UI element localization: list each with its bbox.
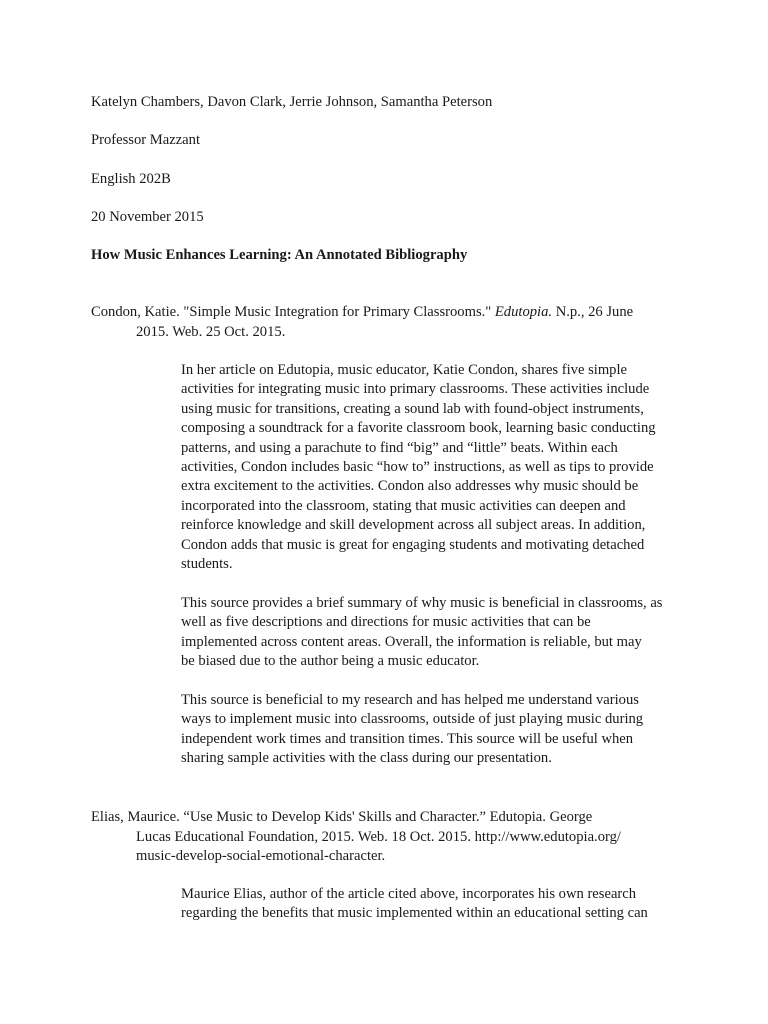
annotation-line: extra excitement to the activities. Condon also addresses why music should be bbox=[181, 478, 639, 495]
annotation-line: activities, Condon includes basic “how to” instructions, as well as tips to provide bbox=[181, 459, 654, 476]
citation-text: N.p., 26 June bbox=[552, 304, 634, 320]
citation-line: 2015. Web. 25 Oct. 2015. bbox=[136, 323, 286, 340]
annotation-line: well as five descriptions and directions for music activities that can be bbox=[181, 614, 591, 631]
annotation-paragraph bbox=[181, 691, 691, 769]
annotation-line: using music for transitions, creating a sound lab with found-object instruments, bbox=[181, 400, 644, 417]
annotation-line: ways to implement music into classrooms, outside of just playing music during bbox=[181, 711, 644, 728]
date: 20 November 2015 bbox=[91, 209, 204, 225]
professor-name: Professor Mazzant bbox=[91, 132, 201, 148]
annotation-line: composing a soundtrack for a favorite classroom book, learning basic conducting bbox=[181, 420, 656, 437]
annotation-line: reinforce knowledge and skill development across all subject areas. In addition, bbox=[181, 517, 646, 534]
annotation-line: Maurice Elias, author of the article cited above, incorporates his own research bbox=[181, 886, 637, 902]
citation-line bbox=[91, 303, 691, 323]
annotation-line: be biased due to the author being a music educator. bbox=[181, 653, 480, 670]
author-names: Katelyn Chambers, Davon Clark, Jerrie Johnson, Samantha Peterson bbox=[91, 94, 493, 110]
document-title: How Music Enhances Learning: An Annotated Bibliography bbox=[91, 247, 468, 263]
annotation-line: This source provides a brief summary of why music is beneficial in classrooms, as bbox=[181, 595, 663, 611]
course-name: English 202B bbox=[91, 171, 171, 187]
citation-line: Elias, Maurice. “Use Music to Develop Kids' Skills and Character.” Edutopia. George bbox=[91, 809, 593, 825]
citation-condon bbox=[91, 303, 691, 342]
annotation-paragraph bbox=[181, 361, 691, 574]
annotation-paragraph bbox=[181, 885, 691, 924]
citation-line: Lucas Educational Foundation, 2015. Web. 18 Oct. 2015. http://www.edutopia.org/ bbox=[136, 828, 621, 845]
annotation-line: This source is beneficial to my research and has helped me understand various bbox=[181, 692, 639, 708]
annotation-line: regarding the benefits that music implemented within an educational setting can bbox=[181, 905, 648, 922]
annotation-line: incorporated into the classroom, stating that music activities can deepen and bbox=[181, 497, 626, 514]
citation-text: Condon, Katie. "Simple Music Integration for Primary Classrooms." bbox=[91, 304, 495, 320]
annotation-line: patterns, and using a parachute to find “big” and “little” beats. Within each bbox=[181, 439, 618, 456]
annotation-line: In her article on Edutopia, music educator, Katie Condon, shares five simple bbox=[181, 362, 628, 378]
annotation-line: activities for integrating music into primary classrooms. These activities include bbox=[181, 381, 650, 398]
citation-source-italic: Edutopia. bbox=[494, 304, 553, 320]
annotation-line: sharing sample activities with the class during our presentation. bbox=[181, 750, 552, 767]
annotation-line: Condon adds that music is great for engaging students and motivating detached bbox=[181, 536, 645, 553]
annotation-line: implemented across content areas. Overall, the information is reliable, but may bbox=[181, 633, 642, 650]
citation-line: music-develop-social-emotional-character. bbox=[136, 848, 386, 864]
annotation-line: independent work times and transition times. This source will be useful when bbox=[181, 730, 634, 747]
citation-elias bbox=[91, 808, 691, 867]
annotation-line: students. bbox=[181, 556, 233, 573]
annotation-paragraph bbox=[181, 594, 691, 672]
